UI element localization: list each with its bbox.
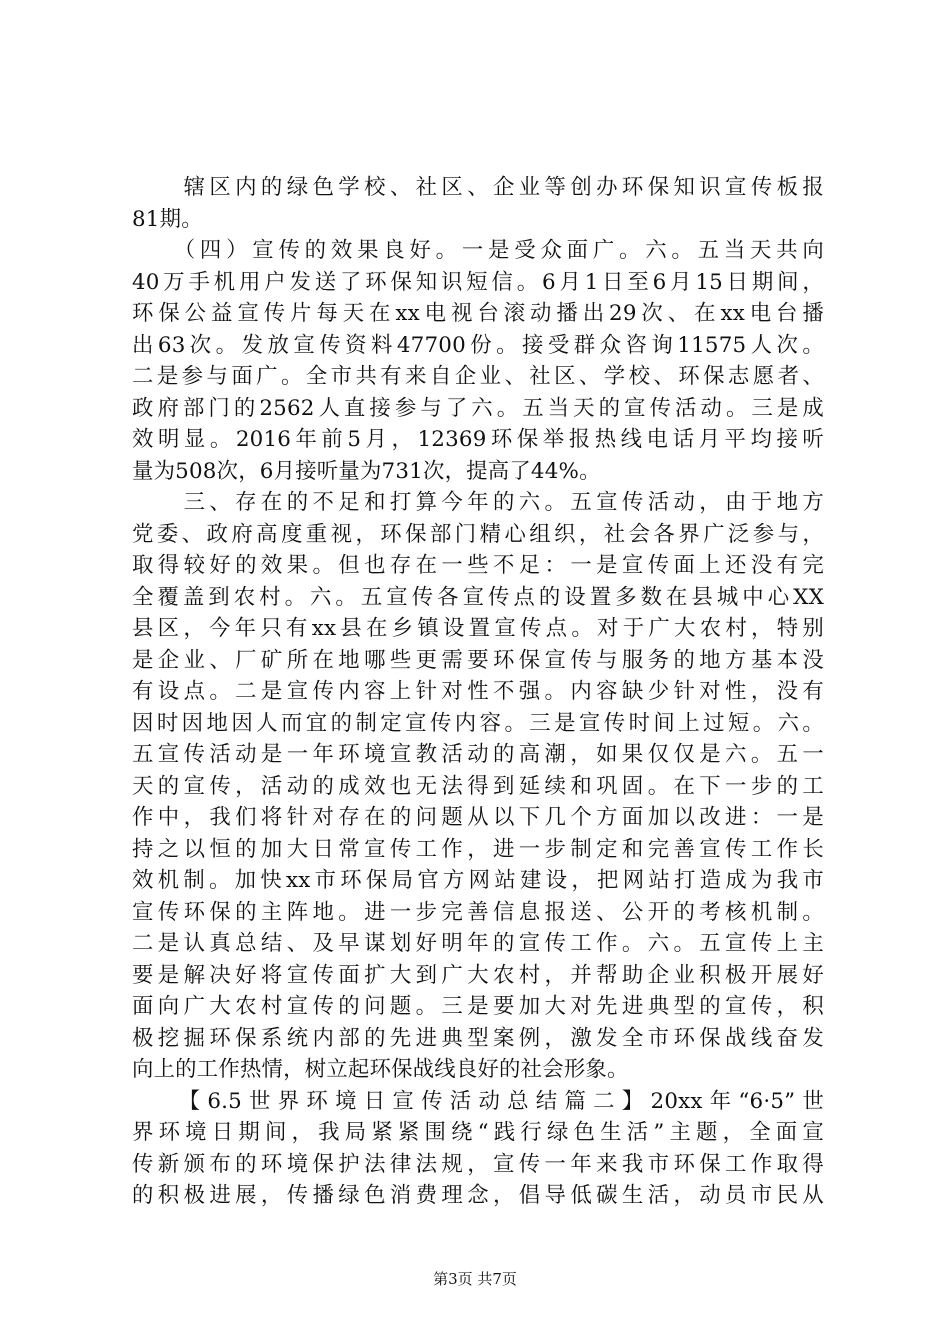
text-line: 的积极进展，传播绿色消费理念，倡导低碳生活，动员市民从 [132, 1183, 824, 1208]
text-line: 面向广大农村宣传的问题。三是要加大对先进典型的宣传，积 [132, 994, 824, 1019]
text-line: 40万手机用户发送了环保知识短信。6月1日至6月15日期间， [132, 269, 824, 295]
text-line: 【6.5世界环境日宣传活动总结篇二】20xx年“6·5”世 [132, 1088, 824, 1114]
text-line: 极挖掘环保系统内部的先进典型案例，激发全市环保战线奋发 [132, 1025, 824, 1051]
text-line: 要是解决好将宣传面扩大到广大农村，并帮助企业积极开展好 [132, 962, 824, 988]
body-text [132, 172, 824, 1212]
text-line: 环保公益宣传片每天在xx电视台滚动播出29次、在xx电台播 [132, 301, 824, 326]
text-line: 取得较好的效果。但也存在一些不足：一是宣传面上还没有完 [132, 553, 824, 578]
text-line: 天的宣传，活动的成效也无法得到延续和巩固。在下一步的工 [132, 773, 824, 799]
text-line: 作中，我们将针对存在的问题从以下几个方面加以改进：一是 [132, 805, 824, 830]
text-line: 效机制。加快xx市环保局官方网站建设，把网站打造成为我市 [132, 868, 824, 893]
text-line: 有设点。二是宣传内容上针对性不强。内容缺少针对性，没有 [132, 679, 824, 704]
text-line: 二是认真总结、及早谋划好明年的宣传工作。六。五宣传上主 [132, 931, 824, 956]
text-line: 五宣传活动是一年环境宣教活动的高潮，如果仅仅是六。五一 [132, 742, 824, 767]
page-footer: 第3页 共7页 [433, 1270, 517, 1288]
text-line: 界环境日期间，我局紧紧围绕“践行绿色生活”主题，全面宣 [132, 1120, 824, 1145]
text-line: 81期。 [132, 206, 203, 232]
text-line: 县区，今年只有xx县在乡镇设置宣传点。对于广大农村，特别 [132, 616, 824, 641]
text-line: 宣传环保的主阵地。进一步完善信息报送、公开的考核机制。 [132, 899, 824, 925]
text-line: 政府部门的2562人直接参与了六。五当天的宣传活动。三是成 [132, 395, 824, 421]
text-line: 党委、政府高度重视，环保部门精心组织，社会各界广泛参与， [132, 521, 824, 547]
text-line: 持之以恒的加大日常宣传工作，进一步制定和完善宣传工作长 [132, 836, 824, 862]
text-line: 效明显。2016年前5月，12369环保举报热线电话月平均接听 [132, 427, 824, 452]
text-line: 二是参与面广。全市共有来自企业、社区、学校、环保志愿者、 [132, 364, 824, 389]
text-line: 出63次。发放宣传资料47700份。接受群众咨询11575人次。 [132, 332, 824, 358]
text-line: （四）宣传的效果良好。一是受众面广。六。五当天共向 [132, 238, 824, 263]
text-line: 传新颁布的环境保护法律法规，宣传一年来我市环保工作取得 [132, 1151, 824, 1177]
text-line: 量为508次，6月接听量为731次，提高了44%。 [132, 458, 601, 484]
text-line: 因时因地因人而宜的制定宣传内容。三是宣传时间上过短。六。 [132, 710, 824, 736]
text-line: 三、存在的不足和打算今年的六。五宣传活动，由于地方 [132, 490, 824, 515]
text-line: 辖区内的绿色学校、社区、企业等创办环保知识宣传板报 [132, 175, 824, 200]
text-line: 向上的工作热情，树立起环保战线良好的社会形象。 [132, 1057, 629, 1082]
text-line: 全覆盖到农村。六。五宣传各宣传点的设置多数在县城中心XX [132, 584, 824, 610]
text-line: 是企业、厂矿所在地哪些更需要环保宣传与服务的地方基本没 [132, 647, 824, 673]
